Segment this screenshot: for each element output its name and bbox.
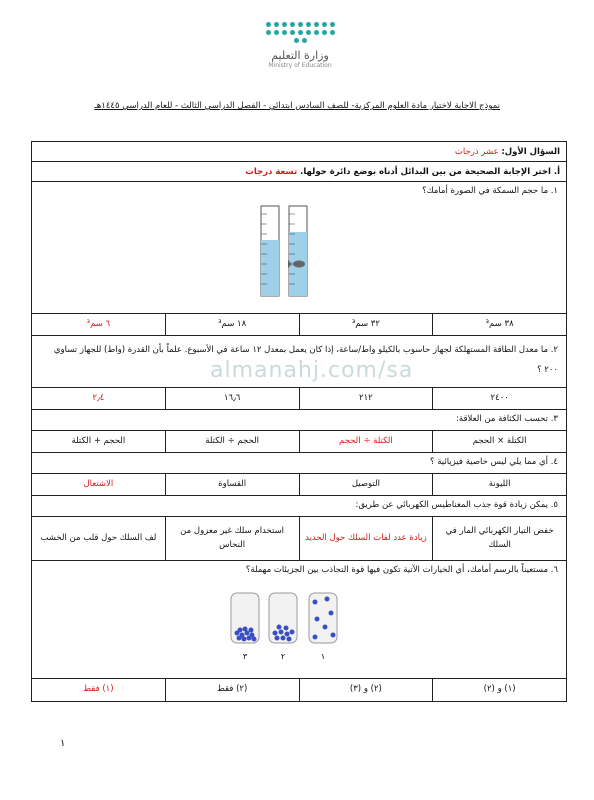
q1-option-b[interactable]: ٣٢ سم³ <box>299 314 433 335</box>
q2-option-c[interactable]: ١٦٫٦ <box>165 388 299 409</box>
container-1-label: ١ <box>320 652 326 661</box>
q6-option-c[interactable]: (٢) فقط <box>165 679 299 701</box>
q4-option-b[interactable]: التوصيل <box>299 474 433 495</box>
q4-option-d-correct[interactable]: الاشتعال <box>83 478 114 489</box>
question-5: ٥. يمكن زيادة قوة جذب المغناطيس الكهربائي عن طريق: <box>32 496 566 517</box>
question-4: ٤. أي مما يلي ليس خاصية فيزيائية ؟ <box>32 453 566 474</box>
ministry-name-ar: وزارة التعليم <box>271 49 329 62</box>
exam-title: نموذج الاجابة لاختبار مادة العلوم المركزية- للصف السادس ابتدائي - الفصل الدراسي الثالث - للعام الدراسي ١٤٤٥هـ <box>94 101 500 111</box>
q6-option-a[interactable]: (١) و (٢) <box>432 679 566 701</box>
subsection-label: أ. اختر الإجابة الصحيحة من بين البدائل أدناه بوضع دائرة حولها. <box>300 166 560 177</box>
q5-option-a[interactable]: خفض التيار الكهربائي المار في السلك <box>432 517 566 560</box>
page-number: ١ <box>60 738 66 749</box>
container-1 <box>309 593 337 643</box>
particle-containers-figure <box>227 587 347 667</box>
question-2-text: ما معدل الطاقة المستهلكة لجهاز حاسوب بالكيلو واط/ساعة، إذا كان يعمل بمعدل ١٢ ساعة في الأسبوع. علماً بأن القدرة (واط) للجهاز تساوي ٢٠٠ ؟ <box>53 345 558 375</box>
question-1 <box>32 182 566 314</box>
cylinder-left-water <box>261 240 279 296</box>
question-label: السؤال الأول: <box>501 146 560 157</box>
subsection-header <box>32 162 566 182</box>
question-5-options <box>32 517 566 561</box>
ministry-name-en: Ministry of Education <box>268 62 332 69</box>
question-1-text: ١. ما حجم السمكة في الصورة أمامك؟ <box>422 186 558 196</box>
ministry-logo <box>260 22 340 84</box>
question-6 <box>32 561 566 679</box>
q6-option-b[interactable]: (٢) و (٣) <box>299 679 433 701</box>
question-2: ٢. ما معدل الطاقة المستهلكة لجهاز حاسوب بالكيلو واط/ساعة، إذا كان يعمل بمعدل ١٢ ساعة في الأسبوع. علماً بأن القدرة (واط) للجهاز تساوي ٢٠٠ ؟ <box>32 336 566 388</box>
container-2-label: ٢ <box>280 652 286 661</box>
subsection-marks: تسعة درجات <box>245 166 298 177</box>
q2-option-d-correct[interactable]: ٢٫٤ <box>92 392 105 403</box>
q3-option-c[interactable]: الحجم ÷ الكتلة <box>165 431 299 452</box>
q3-option-b-correct[interactable]: الكتلة ÷ الحجم <box>299 431 433 452</box>
question-3-text: تحسب الكثافة من العلاقة: <box>456 414 549 424</box>
q1-option-a[interactable]: ٣٨ سم³ <box>432 314 566 335</box>
q3-option-a[interactable]: الكتلة × الحجم <box>432 431 566 452</box>
logo-dots-icon <box>264 22 336 43</box>
container-2 <box>269 593 297 643</box>
answer-sheet <box>31 141 567 702</box>
question-marks: عشر درجات <box>454 146 499 157</box>
watermark: almanahj.com/sa <box>210 358 414 383</box>
question-6-options <box>32 679 566 701</box>
question-3-options <box>32 431 566 453</box>
question-4-text: أي مما يلي ليس خاصية فيزيائية ؟ <box>430 457 549 467</box>
question-5-text: يمكن زيادة قوة جذب المغناطيس الكهربائي عن طريق: <box>355 500 549 510</box>
q5-option-c[interactable]: استخدام سلك غير معزول من النحاس <box>165 517 299 560</box>
question-3: ٣. تحسب الكثافة من العلاقة: <box>32 410 566 431</box>
graduated-cylinders-figure <box>257 202 317 302</box>
q4-option-a[interactable]: الليونة <box>432 474 566 495</box>
container-3 <box>231 593 259 643</box>
q1-option-d-correct[interactable]: ٦ سم³ <box>86 318 111 329</box>
q5-option-b-correct[interactable]: زيادة عدد لفات السلك حول الحديد <box>299 517 433 560</box>
q1-option-c[interactable]: ١٨ سم³ <box>165 314 299 335</box>
container-3-label: ٣ <box>242 652 248 661</box>
q5-option-d[interactable]: لف السلك حول قلب من الخشب <box>40 532 157 543</box>
q2-option-a[interactable]: ٢٤٠٠ <box>432 388 566 409</box>
question-2-options <box>32 388 566 410</box>
q4-option-c[interactable]: القساوة <box>165 474 299 495</box>
question-6-text: ٦. مستعيناً بالرسم أمامك، أي الخيارات الآتية تكون فيها قوة التجاذب بين الجزيئات مهملة؟ <box>245 565 558 575</box>
question-4-options <box>32 474 566 496</box>
question-header <box>32 142 566 162</box>
question-1-options <box>32 314 566 336</box>
q3-option-d[interactable]: الحجم + الكتلة <box>71 435 126 446</box>
q2-option-b[interactable]: ٢١٢ <box>299 388 433 409</box>
q6-option-d-correct[interactable]: (١) فقط <box>83 684 114 695</box>
